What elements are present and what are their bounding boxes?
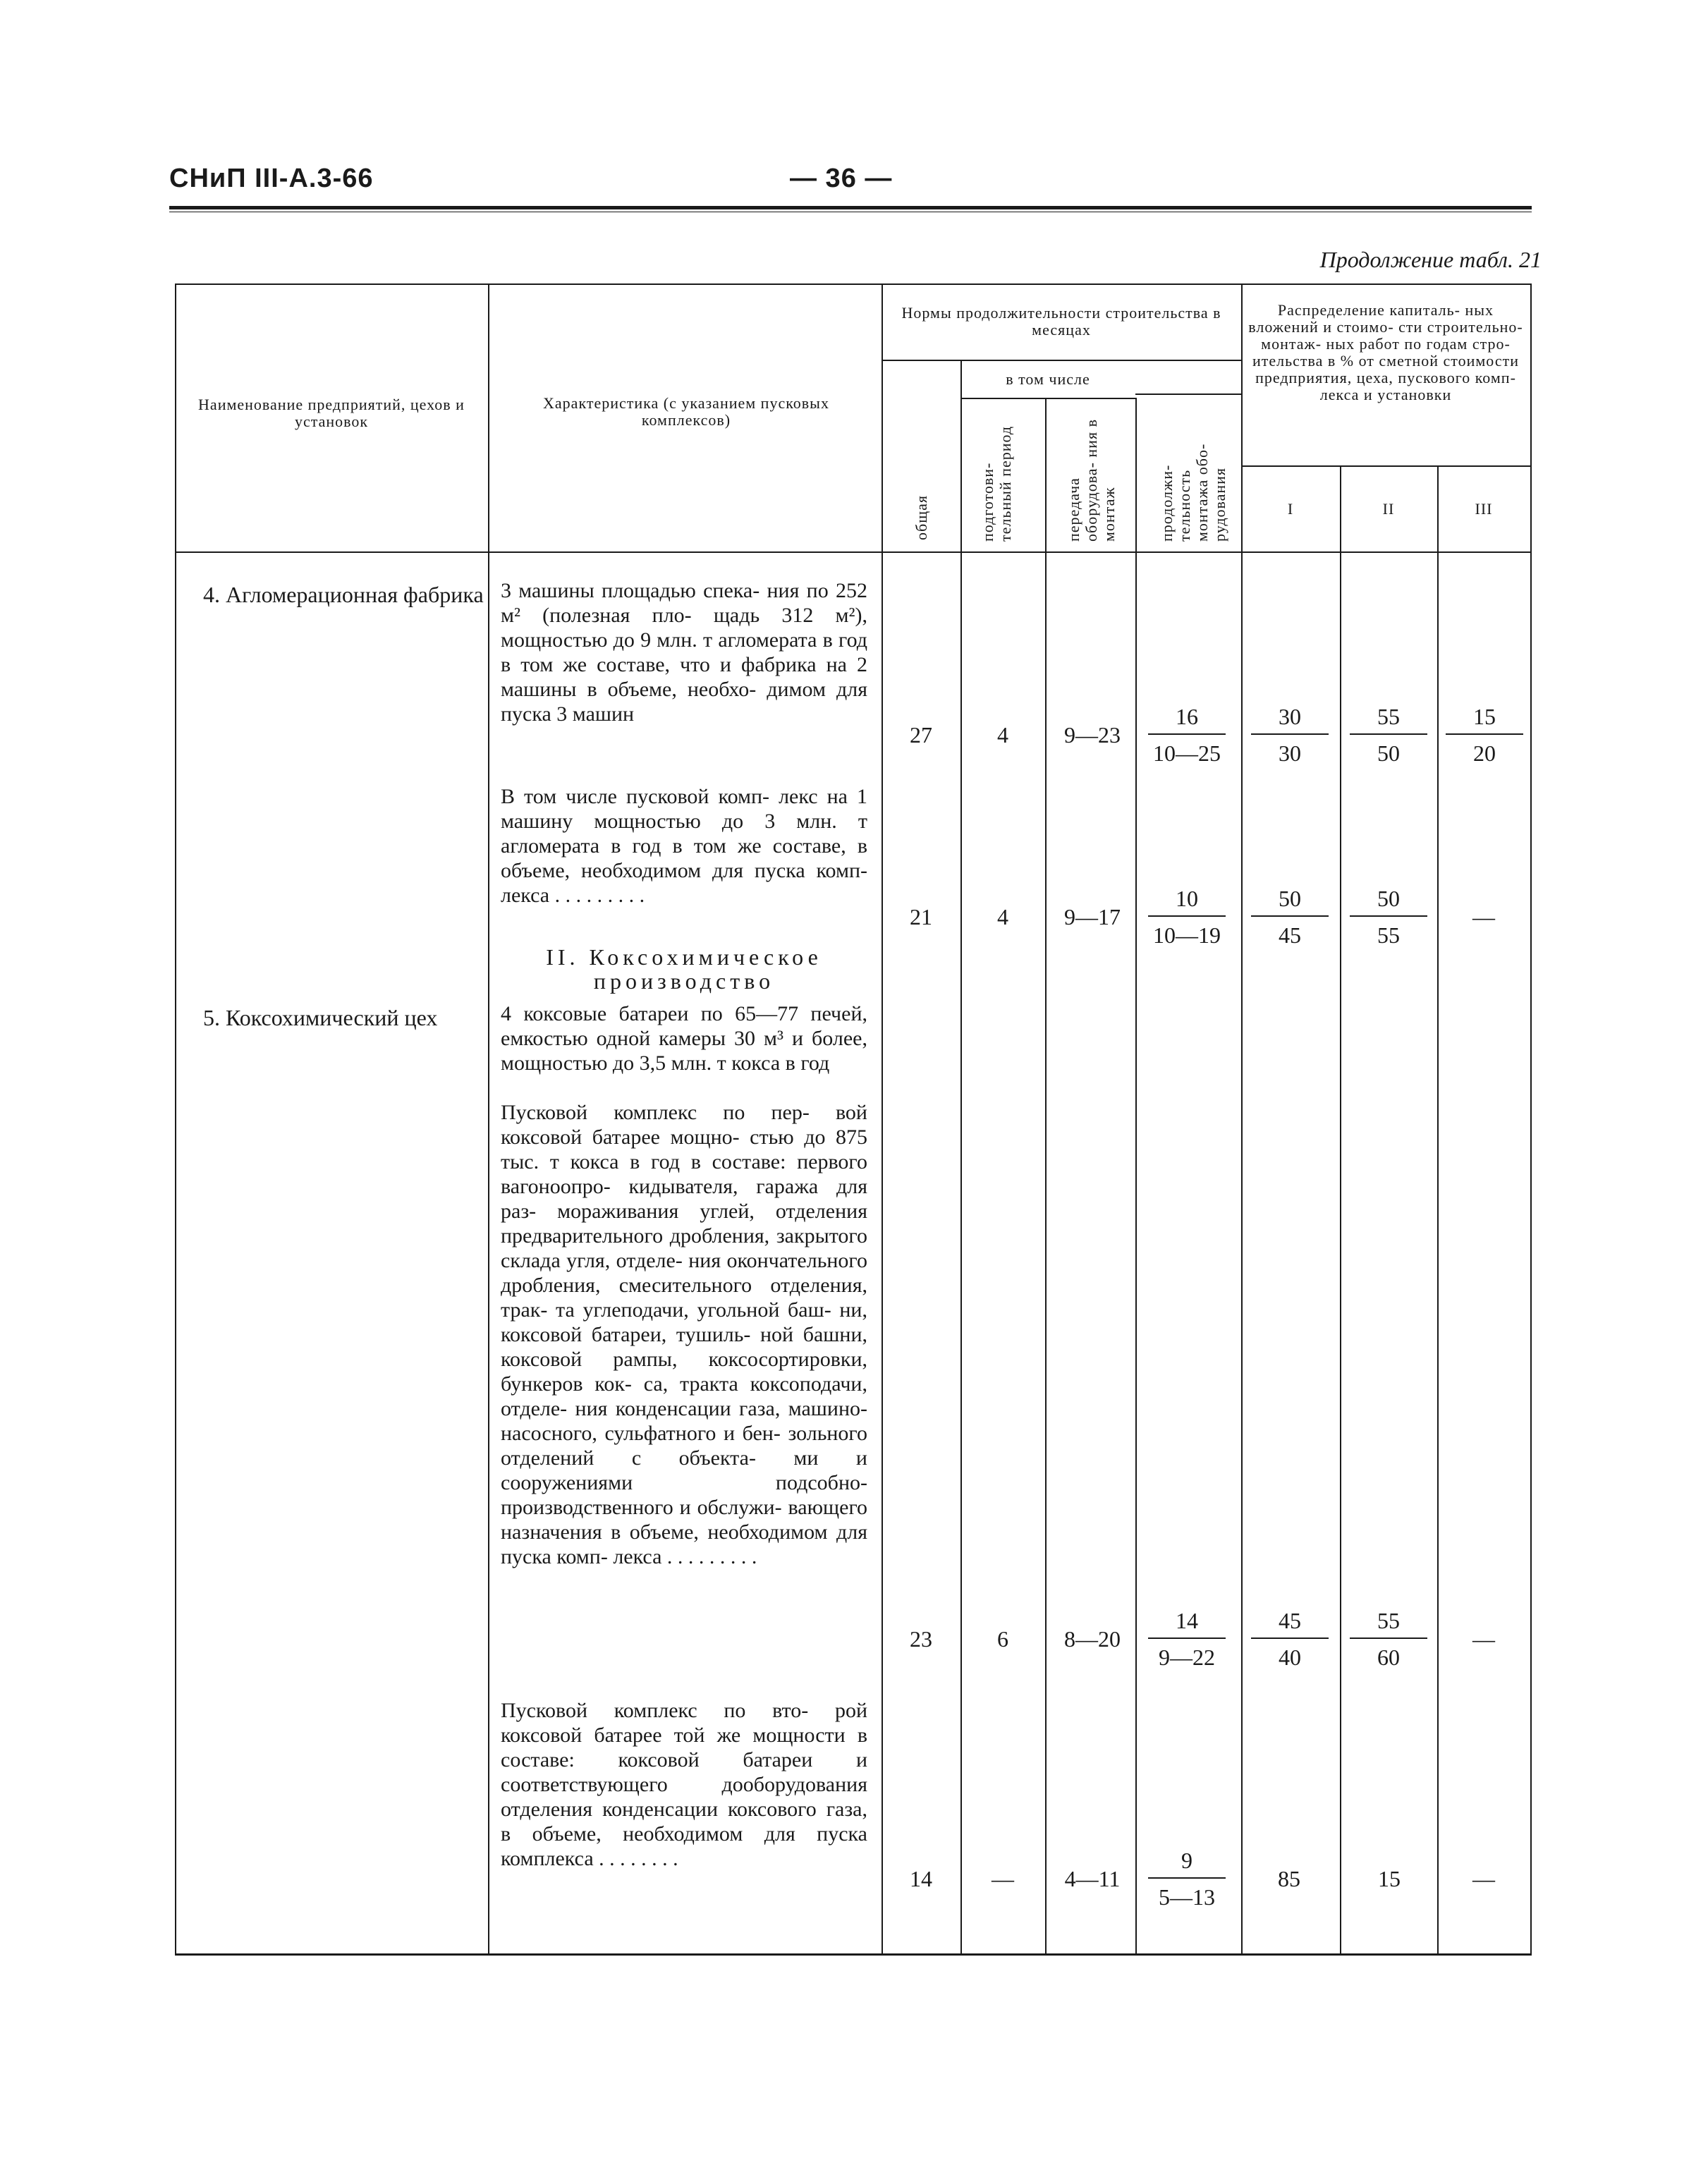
row-1-preparatory: 4: [997, 722, 1008, 748]
row-2-year-1: [1244, 884, 1336, 949]
col-sep-7: [1340, 465, 1341, 1955]
row-1-year-2-top: 55: [1350, 702, 1427, 735]
header-rule: [169, 206, 1532, 209]
page-number: — 36 —: [790, 164, 893, 193]
row-4-preparatory: 6: [997, 1626, 1008, 1652]
row-2-description: В том числе пусковой комп- лекс на 1 машину мощностью до 3 млн. т агломерата в год в том же составе, в объеме, необходимом для пуска комп- лекса . . . . . . . . .: [501, 785, 867, 907]
row-5-total: 14: [910, 1866, 932, 1891]
section-heading: II. Коксохимическое производство: [546, 944, 822, 994]
row-5-year-3: —: [1472, 1866, 1495, 1891]
col-sep-4: [1045, 398, 1047, 1955]
row-1-transfer: 9—23: [1064, 722, 1121, 748]
header-characteristic: Характеристика (с указанием пусковых комплексов): [543, 394, 829, 429]
row-2-transfer: 9—17: [1064, 904, 1121, 929]
row-1-year-1-top: 30: [1251, 702, 1329, 735]
row-4-year-1-top: 45: [1251, 1606, 1329, 1639]
including-underline: [960, 398, 1135, 399]
row-4-description: Пусковой комплекс по пер- вой коксовой батарее мощно- стью до 875 тыс. т кокса в год в составе: первого вагоноопро- кидывателя, гаража для раз- мораживания углей, отделения предварительного дробления, закрытого склада угля, отделе- ния окончательного дробления, смесительного отделения, трак- та углеподачи, угольной баш- ни, коксовой батареи, тушиль- ной башни, коксовой рампы, коксосортировки, бункеров кок- са, тракта коксоподачи, отделе- ния конденсации газа, машино- насосного, сульфатного и бен- зольного отделений с объекта- ми и сооружениями подсобно- производственного и обслужи- вающего назначения в объеме, необходимом для пуска комп- лекса . . . . . . . . .: [501, 1101, 867, 1568]
header-including: в том числе: [1006, 370, 1090, 388]
col-sep-1: [488, 283, 489, 1955]
row-4-year-2: [1343, 1606, 1434, 1671]
row-2-year-3: —: [1472, 904, 1495, 929]
row-1-year-3: [1439, 702, 1530, 767]
row-5-transfer: 4—11: [1064, 1866, 1121, 1891]
row-3-name: 5. Коксохимический цех: [203, 1005, 438, 1030]
header-total: общая: [913, 494, 930, 540]
row-4-year-3: —: [1472, 1626, 1495, 1652]
header-year-2: II: [1382, 500, 1395, 518]
row-1-description: 3 машины площадью спека- ния по 252 м² (полезная пло- щадь 312 м²), мощностью до 9 млн. т агломерата в год в том же составе, что и фабрика на 2 машины в объеме, необхо- димом для пуска 3 машин: [501, 579, 867, 726]
row-1-installation: [1141, 702, 1233, 767]
header-preparatory: подготови- тельный период: [979, 425, 1014, 542]
row-2-year-1-bottom: 45: [1279, 922, 1301, 948]
header-installation-duration: продолжи- тельность монтажа обо- рудования: [1158, 443, 1228, 542]
col-sep-3: [960, 360, 962, 1955]
header-equipment-transfer: передача оборудова- ния в монтаж: [1065, 419, 1118, 542]
table-continuation-label: Продолжение табл. 21: [1319, 247, 1542, 272]
row-1-year-3-bottom: 20: [1473, 740, 1496, 766]
col-sep-6: [1241, 283, 1243, 1955]
row-4-installation: [1141, 1606, 1233, 1671]
col-sep-5: [1135, 398, 1137, 1955]
row-2-installation-top: 10: [1148, 884, 1226, 917]
distribution-group-underline: [1241, 465, 1530, 467]
row-1-year-1: [1244, 702, 1336, 767]
row-2-installation-bottom: 10—19: [1153, 922, 1221, 948]
row-4-installation-top: 14: [1148, 1606, 1226, 1639]
row-1-total: 27: [910, 722, 932, 748]
header-name: Наименование предприятий, цехов и установок: [198, 396, 465, 430]
row-5-installation: [1141, 1846, 1233, 1911]
row-4-year-1: [1244, 1606, 1336, 1671]
row-1-year-1-bottom: 30: [1279, 740, 1301, 766]
row-5-year-2: 15: [1378, 1866, 1401, 1891]
table-right-border: [1530, 283, 1532, 1955]
row-1-installation-bottom: 10—25: [1153, 740, 1221, 766]
row-4-total: 23: [910, 1626, 932, 1652]
header-year-1: I: [1287, 500, 1294, 518]
row-2-year-1-top: 50: [1251, 884, 1329, 917]
row-2-year-2: [1343, 884, 1434, 949]
row-5-description: Пусковой комплекс по вто- рой коксовой батарее той же мощности в составе: коксовой батареи и соответствующего дооборудования отделения конденсации коксового газа, в объеме, необходимом для пуска комплекса . . . . . . . .: [501, 1699, 867, 1870]
norms-group-underline: [882, 360, 1241, 361]
col-sep-8: [1437, 465, 1439, 1955]
row-4-installation-bottom: 9—22: [1159, 1645, 1215, 1670]
row-1-installation-top: 16: [1148, 702, 1226, 735]
row-5-preparatory: —: [992, 1866, 1014, 1891]
row-2-installation: [1141, 884, 1233, 949]
row-4-year-2-top: 55: [1350, 1606, 1427, 1639]
row-1-year-3-top: 15: [1446, 702, 1523, 735]
row-5-installation-bottom: 5—13: [1159, 1884, 1215, 1910]
header-bottom-border: [175, 551, 1532, 553]
including-underline-right: [1135, 394, 1241, 395]
table-left-border: [175, 283, 176, 1955]
row-1-year-2-bottom: 50: [1377, 740, 1400, 766]
header-norms-group: Нормы продолжительности строительства в месяцах: [901, 304, 1221, 339]
row-2-year-2-bottom: 55: [1377, 922, 1400, 948]
row-5-installation-top: 9: [1148, 1846, 1226, 1879]
row-3-description: 4 коксовые батареи по 65—77 печей, емкостью одной камеры 30 м³ и более, мощностью до 3,5 млн. т кокса в год: [501, 1002, 867, 1075]
header-distribution-group: Распределение капиталь- ных вложений и стоимо- сти строительно-монтаж- ных работ по годам стро- ительства в % от сметной стоимости предприятия, цеха, пускового комп- лекса и установки: [1248, 301, 1523, 403]
row-4-transfer: 8—20: [1064, 1626, 1121, 1652]
row-1-year-2: [1343, 702, 1434, 767]
row-4-year-2-bottom: 60: [1377, 1645, 1400, 1670]
row-2-year-2-top: 50: [1350, 884, 1427, 917]
row-2-total: 21: [910, 904, 932, 929]
document-code: СНиП III-A.3-66: [169, 164, 374, 193]
table-bottom-border: [175, 1953, 1532, 1956]
row-4-year-1-bottom: 40: [1279, 1645, 1301, 1670]
row-1-name: 4. Агломерационная фабрика: [203, 582, 484, 607]
norms-table: [175, 283, 1532, 1955]
header-year-3: III: [1475, 500, 1493, 518]
col-sep-2: [882, 283, 883, 1955]
row-2-preparatory: 4: [997, 904, 1008, 929]
table-top-border: [175, 283, 1532, 285]
row-5-year-1: 85: [1278, 1866, 1300, 1891]
